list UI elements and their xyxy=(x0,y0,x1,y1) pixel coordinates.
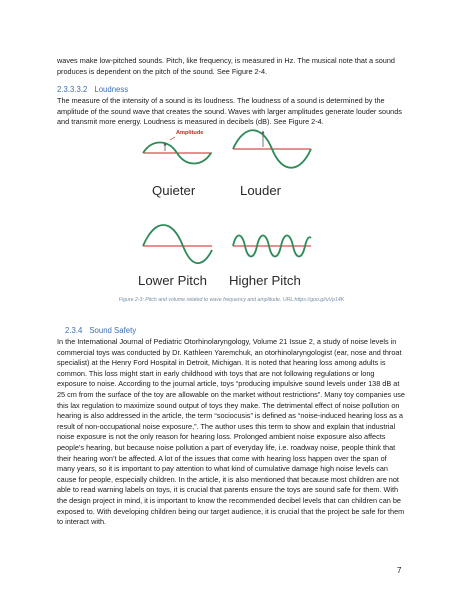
loudness-paragraph: The measure of the intensity of a sound is its loudness. The loudness of a sound is determined by the amplitude of the sound wave that creates the sound. Waves with larger amplitudes generate louder sounds and transmit more energy. Loudness is measured in decibels (dB). See Figure 2-4. xyxy=(57,96,402,127)
lower-pitch-label: Lower Pitch xyxy=(138,273,207,288)
louder-wave-panel xyxy=(233,130,311,168)
louder-label: Louder xyxy=(240,183,282,198)
lower-pitch-wave xyxy=(143,225,212,263)
figure-caption: Figure 2-3: Pitch and volume related to wave frequency and amplitude. URL:https://goo.gl/uVp14K xyxy=(118,297,345,303)
page-number: 7 xyxy=(397,566,402,575)
intro-paragraph: waves make low-pitched sounds. Pitch, like frequency, is measured in Hz. The musical note that a sound produces is dependent on the pitch of the sound. See Figure 2-4. xyxy=(57,56,395,76)
lower-pitch-wave-panel xyxy=(143,225,212,263)
sound-safety-heading-title: Sound Safety xyxy=(89,326,137,335)
amplitude-pointer xyxy=(170,137,175,140)
higher-pitch-wave-panel xyxy=(233,236,311,257)
amplitude-label: Amplitude xyxy=(176,130,204,136)
sound-safety-paragraph: In the International Journal of Pediatric Otorhinolaryngology, Volume 21 Issue 2, a study of noise levels in commercial toys was conducted by Dr. Kathleen Yaremchuk, an otorhinolaryngologist (ear, nose and throat specialist) at the Henry Ford Hospital in Detroit, Michigan. It is noted that hearing loss among adults is common. This loss might start in early childhood with toys that are not following regulations or long exposure to noise. According to the journal article, toys “producing impulsive sound levels under 138 dB at 25 cm from the surface of the toy are allowable on the market without restrictions”. Many toy companies use this lax regulation to maximize sound output of toys they make. The detrimental effect of noise pollution on hearing is also addressed in the article, the term “sociocusis” is defined as “noise-induced hearing loss as a result of non-occupational noise exposure,”. The author uses this term to show and explain that industrial noise exposure is not the only reason for hearing loss. Prolonged ambient noise exposure also affects people’s hearing, but because noise pollution a part of everyday life, i.e. roadway noise, people think that their hearing won’t be affected. A lot of the issues that come with hearing loss happen over the span of many years, so it is important to pay attention to what kind of cumulative damage high noise levels can cause for people, especially children. In the article, it is also mentioned that because most children are not able to read warning labels on toys, it is crucial that parents ensure the toys are sound safe for them. With the design project in mind, it is important to know the recommended decibel levels that can children can be exposed to. With developing children being our target audience, it is crucial that the project be safe for them to interact with. xyxy=(57,337,405,527)
loudness-heading-number: 2.3.3.3.2 xyxy=(57,85,88,94)
higher-pitch-label: Higher Pitch xyxy=(229,273,301,288)
quieter-wave-panel xyxy=(143,137,212,164)
sound-safety-heading xyxy=(65,326,136,336)
quieter-label: Quieter xyxy=(152,183,196,198)
loudness-heading-title: Loudness xyxy=(94,85,129,94)
sound-safety-heading-number: 2.3.4 xyxy=(65,326,83,335)
